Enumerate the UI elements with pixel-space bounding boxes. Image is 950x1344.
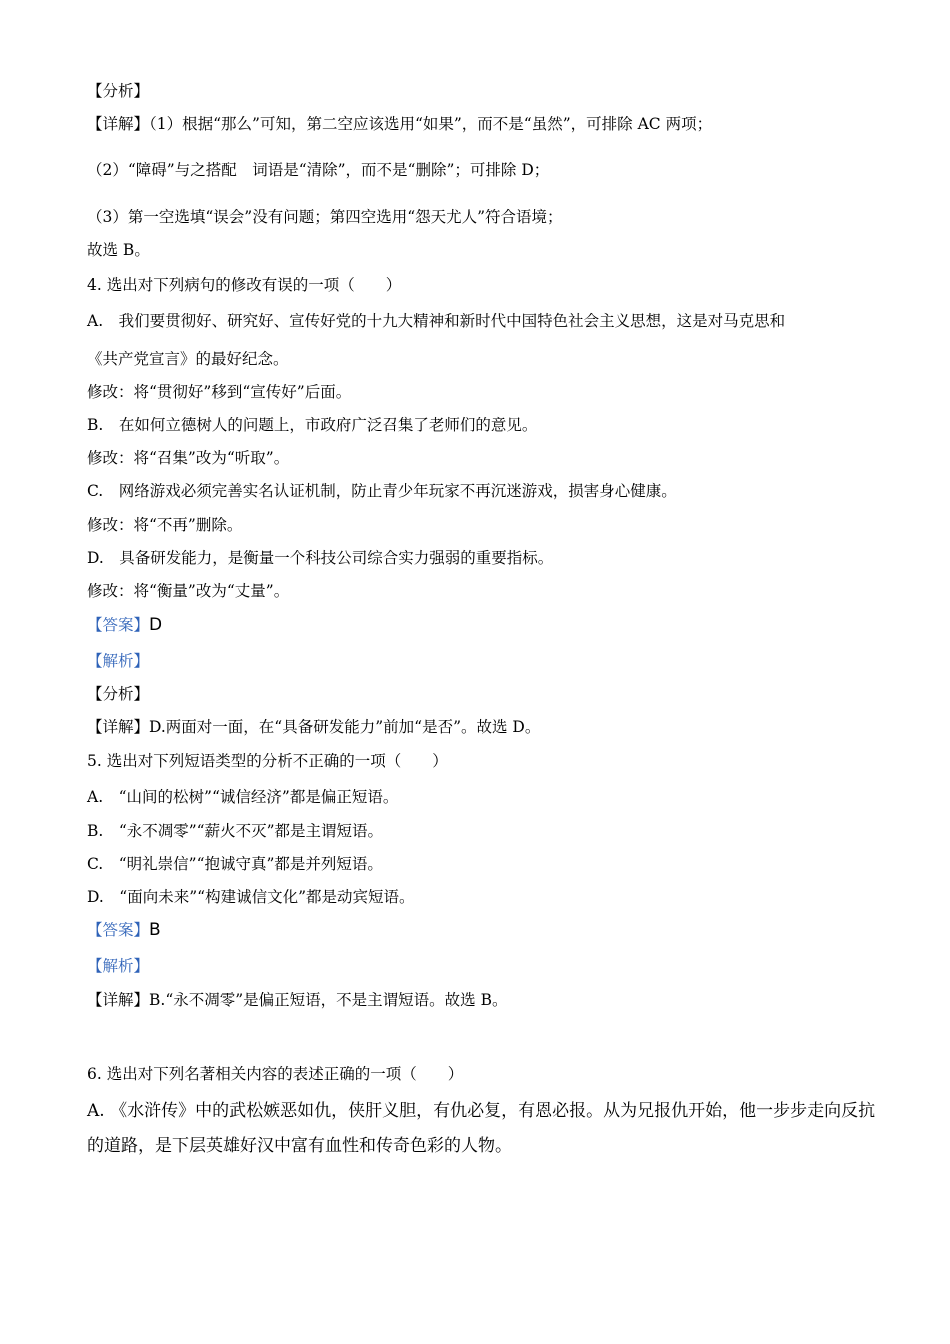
- option-d: D. “面向未来”“构建诚信文化”都是动宾短语。: [87, 888, 415, 906]
- question-6-stem: 6. 选出对下列名著相关内容的表述正确的一项（ ）: [87, 1065, 464, 1083]
- option-c: C. “明礼崇信”“抱诚守真”都是并列短语。: [87, 855, 383, 873]
- option-d-revision: 修改：将“衡量”改为“丈量”。: [87, 582, 290, 600]
- question-5-stem: 5. 选出对下列短语类型的分析不正确的一项（ ）: [87, 752, 448, 770]
- analysis-tag: 【解析】: [87, 957, 150, 975]
- option-c-revision: 修改：将“不再”删除。: [87, 516, 243, 534]
- answer-line: [87, 920, 161, 940]
- analysis-heading: 【分析】: [87, 82, 150, 100]
- answer-tag: 【答案】: [87, 616, 150, 634]
- explanation-line: （2）“障碍”与之搭配 词语是“清除”，而不是“删除”；可排除 D；: [87, 161, 550, 179]
- analysis-tag: 【解析】: [87, 652, 150, 670]
- option-a: A. 《水浒传》中的武松嫉恶如仇，侠肝义胆，有仇必复，有恩必报。从为兄报仇开始，他一步步走向反抗: [87, 1101, 876, 1121]
- option-d: D. 具备研发能力，是衡量一个科技公司综合实力强弱的重要指标。: [87, 549, 554, 567]
- option-a-continued: 的道路，是下层英雄好汉中富有血性和传奇色彩的人物。: [87, 1136, 512, 1156]
- explanation-line: 【详解】（1）根据“那么”可知，第二空应该选用“如果”，而不是“虽然”，可排除 AC 两项；: [87, 115, 713, 133]
- option-a: A. 我们要贯彻好、研究好、宣传好党的十九大精神和新时代中国特色社会主义思想，这是对马克思和: [87, 312, 786, 330]
- option-c: C. 网络游戏必须完善实名认证机制，防止青少年玩家不再沉迷游戏，损害身心健康。: [87, 482, 677, 500]
- answer-tag: 【答案】: [87, 921, 150, 939]
- explanation-line: 【详解】D.两面对一面，在“具备研发能力”前加“是否”。故选 D。: [87, 718, 541, 736]
- conclusion-line: 故选 B。: [87, 241, 150, 259]
- option-b: B. 在如何立德树人的问题上，市政府广泛召集了老师们的意见。: [87, 416, 538, 434]
- answer-value: B: [149, 920, 161, 940]
- option-a-continued: 《共产党宣言》的最好纪念。: [87, 350, 289, 368]
- question-4-stem: 4. 选出对下列病句的修改有误的一项（ ）: [87, 276, 402, 294]
- option-a-revision: 修改：将“贯彻好”移到“宣传好”后面。: [87, 383, 352, 401]
- explanation-line: （3）第一空选填“误会”没有问题；第四空选用“怨天尤人”符合语境；: [87, 208, 563, 226]
- explanation-line: 【详解】B.“永不凋零”是偏正短语，不是主谓短语。故选 B。: [87, 991, 508, 1009]
- option-a: A. “山间的松树”“诚信经济”都是偏正短语。: [87, 788, 399, 806]
- option-b: B. “永不凋零”“薪火不灭”都是主谓短语。: [87, 822, 384, 840]
- option-b-revision: 修改：将“召集”改为“听取”。: [87, 449, 290, 467]
- answer-value: D: [149, 615, 163, 635]
- analysis-heading: 【分析】: [87, 685, 150, 703]
- answer-line: [87, 615, 162, 635]
